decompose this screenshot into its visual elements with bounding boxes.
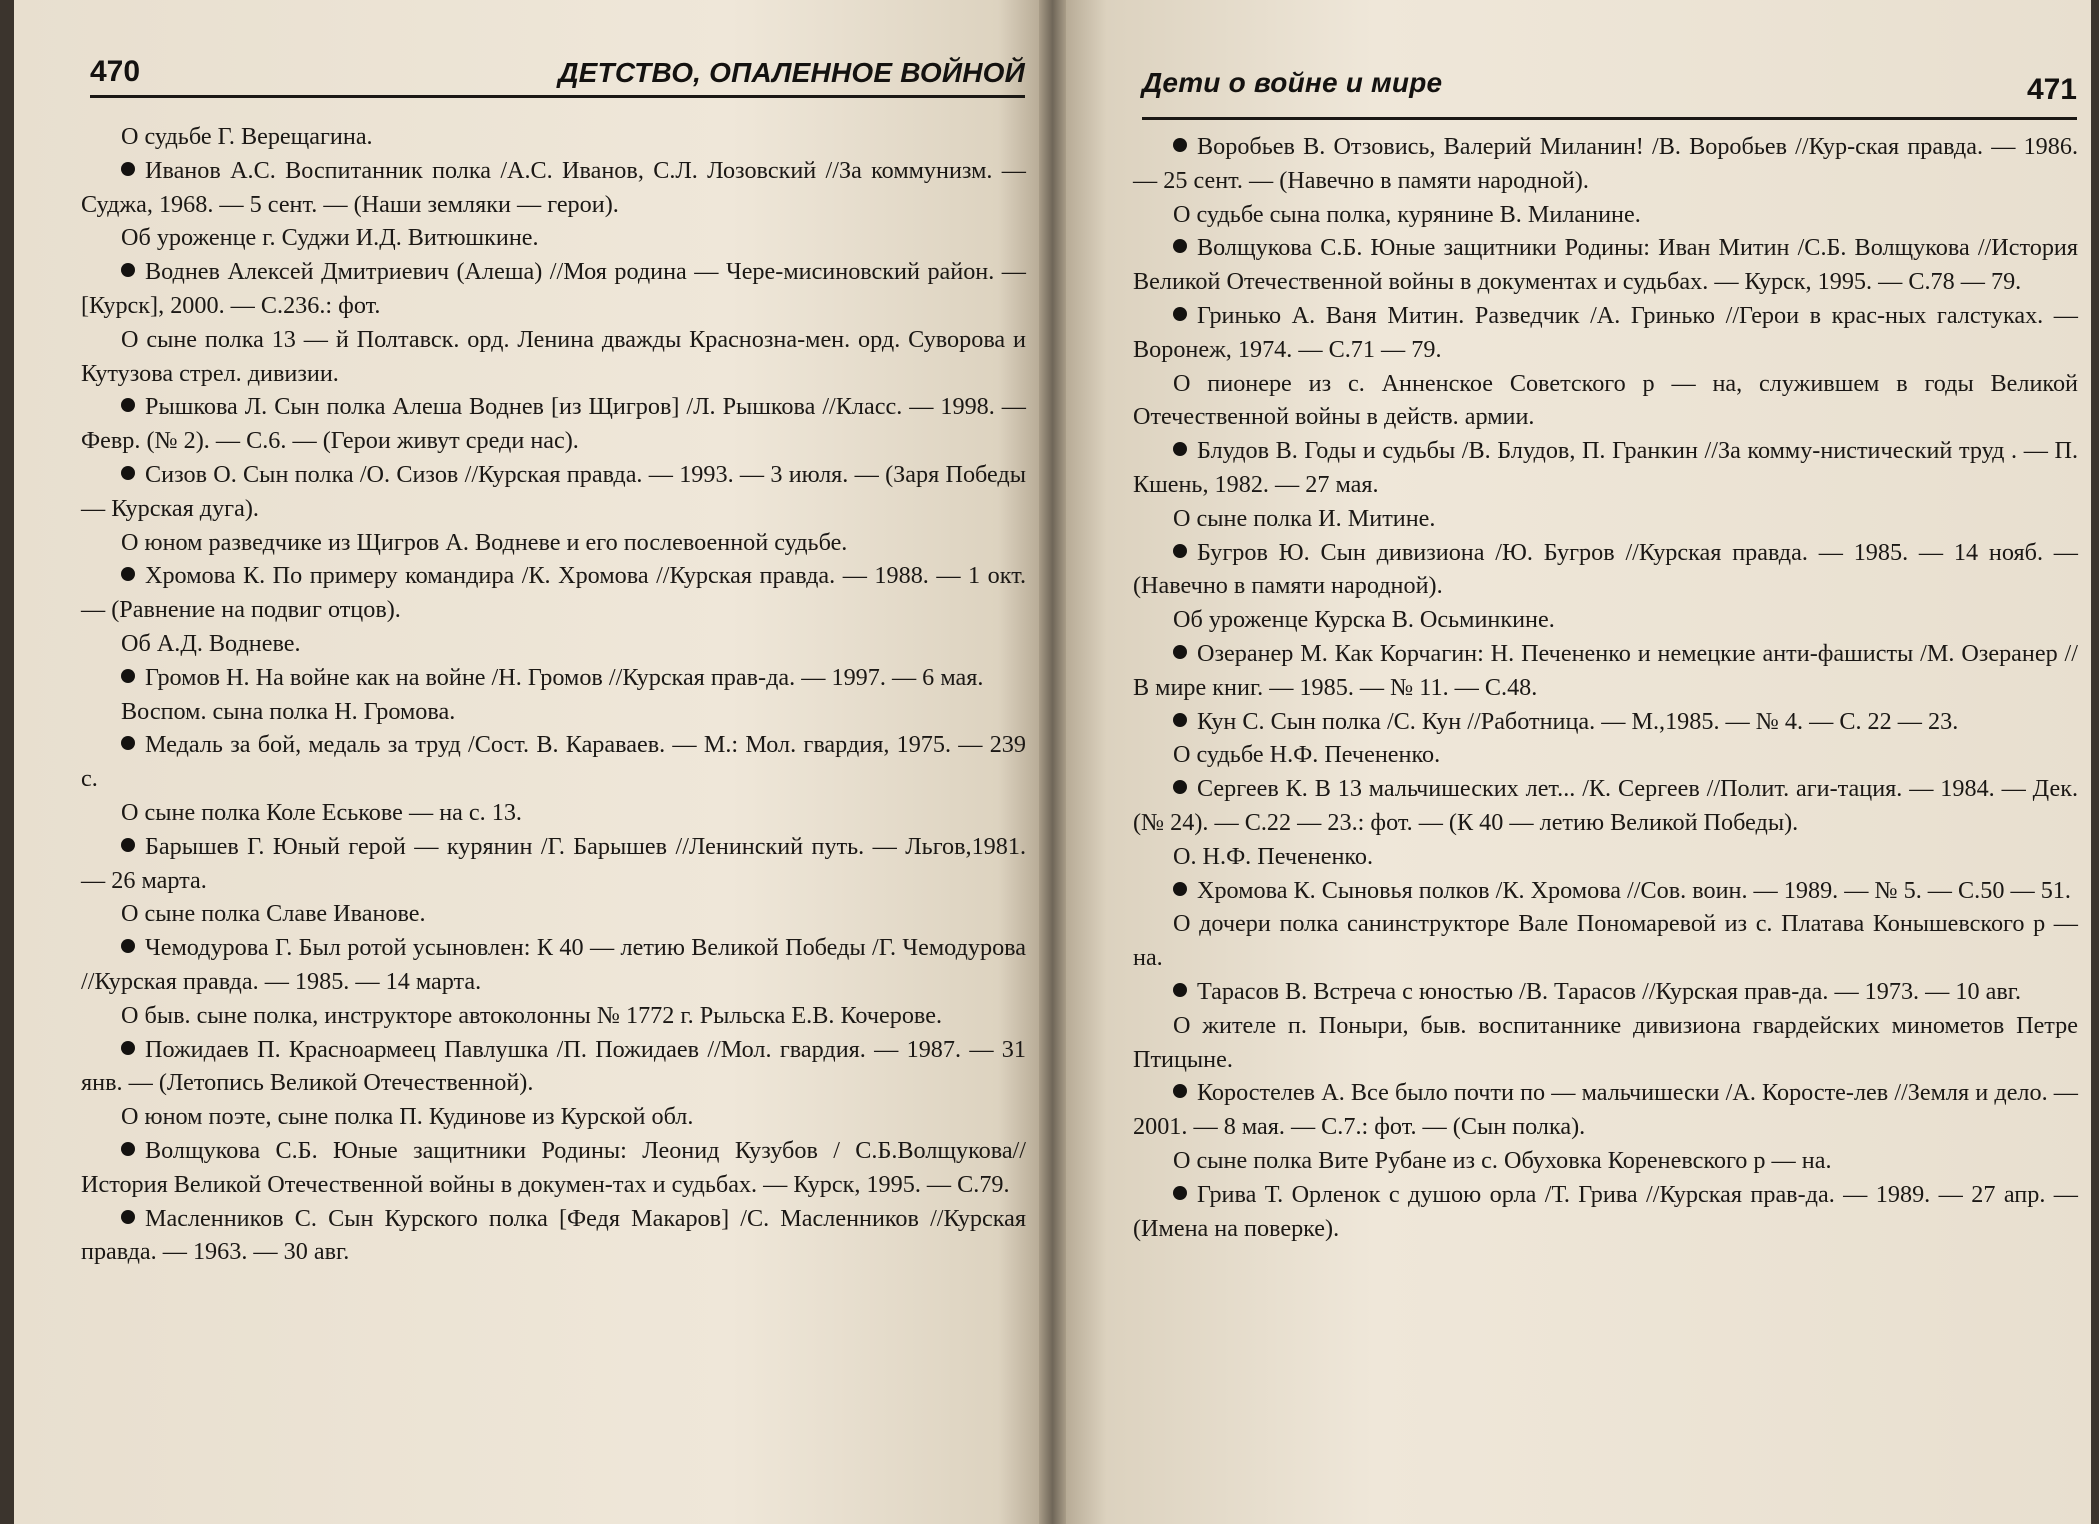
page-number: 471 — [2026, 73, 2077, 106]
annotation: Об А.Д. Водневе. — [121, 629, 301, 657]
bibliography-entry: Бугров Ю. Сын дивизиона /Ю. Бугров //Курская правда. — 1985. — 14 нояб. — (Навечно в памяти народной). — [1133, 538, 2078, 600]
bullet-icon — [1173, 882, 1187, 896]
bullet-icon — [1173, 645, 1187, 659]
bullet-icon — [1173, 713, 1187, 727]
bibliography-entry: Коростелев А. Все было почти по — мальчишески /А. Коросте‑лев //Земля и дело. — 2001. — 8 мая. — С.7.: фот. — (Сын полка). — [1133, 1079, 2078, 1141]
annotation: О судьбе Г. Верещагина. — [121, 123, 373, 150]
bullet-icon — [1173, 780, 1187, 794]
annotation: О сыне полка Вите Рубане из с. Обуховка Кореневского р — на. — [1173, 1146, 1832, 1174]
right-page-body — [1133, 130, 2078, 1245]
bibliography-entry: Громов Н. На войне как на войне /Н. Громов //Курская прав‑да. — 1997. — 6 мая. — [81, 661, 1026, 695]
annotation: Об уроженце г. Суджи И.Д. Витюшкине. — [121, 224, 539, 252]
annotation: О юном разведчике из Щигров А. Водневе и его послевоенной судьбе. — [121, 528, 848, 556]
annotation: О быв. сыне полка, инструкторе автоколонны № 1772 г. Рыльска Е.В. Кочерове. — [121, 1001, 942, 1029]
annotation: О юном поэте, сыне полка П. Кудинове из Курской обл. — [121, 1103, 694, 1131]
running-title: Дети о войне и мире — [1142, 67, 1443, 98]
bullet-icon — [1173, 307, 1187, 321]
annotation: О жителе п. Поныри, быв. воспитаннике дивизиона гвардейских минометов Петре Птицыне. — [1133, 1011, 2078, 1073]
bibliography-entry: Озеранер М. Как Корчагин: Н. Печененко и немецкие анти‑фашисты /М. Озеранер //В мире книг. — 1985. — № 11. — С.48. — [1133, 639, 2078, 701]
bibliography-entry: Хромова К. Сыновья полков /К. Хромова //Сов. воин. — 1989. — № 5. — С.50 — 51. — [1133, 874, 2078, 908]
bullet-icon — [121, 736, 135, 750]
bibliography-entry: Чемодурова Г. Был ротой усыновлен: К 40 — летию Великой Победы /Г. Чемодурова //Курская правда. — 1985. — 14 марта. — [81, 934, 1026, 995]
left-page-body — [81, 120, 1026, 1269]
annotation: О. Н.Ф. Печененко. — [1173, 842, 1374, 870]
bullet-icon — [1173, 544, 1187, 558]
bibliography-entry: Масленников С. Сын Курского полка [Федя Макаров] /С. Масленников //Курская правда. — 1963. — 30 авг. — [81, 1204, 1026, 1266]
book-gutter — [1039, 0, 1066, 1524]
annotation: Об уроженце Курска В. Осьминкине. — [1173, 606, 1555, 634]
annotation: Воспом. сына полка Н. Громова. — [121, 697, 456, 725]
bibliography-entry: Пожидаев П. Красноармеец Павлушка /П. Пожидаев //Мол. гвардия. — 1987. — 31 янв. — (Летопись Великой Отечественной). — [81, 1035, 1026, 1097]
left-page — [14, 0, 1039, 1524]
annotation: О сыне полка 13 — й Полтавск. орд. Ленина дважды Краснозна‑мен. орд. Суворова и Кутузова стрел. дивизии. — [81, 325, 1026, 387]
bibliography-entry: Хромова К. По примеру командира /К. Хромова //Курская правда. — 1988. — 1 окт. — (Равнение на подвиг отцов). — [81, 562, 1026, 624]
book-edge-right — [2091, 0, 2099, 1524]
bibliography-entry: Медаль за бой, медаль за труд /Сост. В. Караваев. — М.: Мол. гвардия, 1975. — 239 с. — [81, 731, 1026, 793]
bibliography-entry: Блудов В. Годы и судьбы /В. Блудов, П. Гранкин //За комму‑нистический труд . — П. Кшень, 1982. — 27 мая. — [1133, 437, 2078, 498]
bibliography-entry: Рышкова Л. Сын полка Алеша Воднев [из Щигров] /Л. Рышкова //Класс. — 1998. — Февр. (№ 2). — С.6. — (Герои живут среди нас). — [81, 393, 1026, 455]
page-number: 470 — [90, 55, 141, 88]
bibliography-entry: Воробьев В. Отзовись, Валерий Миланин! /В. Воробьев //Кур‑ская правда. — 1986. — 25 сент. — (Навечно в памяти народной). — [1133, 133, 2078, 194]
bullet-icon — [1173, 442, 1187, 456]
right-page-header — [1142, 62, 2077, 120]
bullet-icon — [121, 162, 135, 176]
bullet-icon — [121, 567, 135, 581]
bibliography-entry: Иванов А.С. Воспитанник полка /А.С. Иванов, С.Л. Лозовский //За коммунизм. — Суджа, 1968. — 5 сент. — (Наши земляки — герои). — [81, 156, 1026, 218]
annotation: О сыне полка Славе Иванове. — [121, 900, 426, 928]
bibliography-entry: Гринько А. Ваня Митин. Разведчик /А. Гринько //Герои в крас‑ных галстуках. — Воронеж, 1974. — С.71 — 79. — [1133, 301, 2078, 363]
bullet-icon — [121, 263, 135, 277]
bullet-icon — [121, 1210, 135, 1224]
bibliography-entry: Волщукова С.Б. Юные защитники Родины: Леонид Кузубов / С.Б.Волщукова//История Великой Отечественной войны в докумен‑тах и судьбах. — Курск, 1995. — С.79. — [81, 1136, 1026, 1198]
book-edge-left — [0, 0, 14, 1524]
bullet-icon — [121, 838, 135, 852]
bibliography-entry: Воднев Алексей Дмитриевич (Алеша) //Моя родина — Чере‑мисиновский район. — [Курск], 2000. — С.236.: фот. — [81, 258, 1026, 319]
annotation: О пионере из с. Анненское Советского р — на, служившем в годы Великой Отечественной войны в действ. армии. — [1133, 369, 2078, 431]
annotation: О судьбе сына полка, курянине В. Миланине. — [1173, 200, 1641, 228]
bullet-icon — [121, 1041, 135, 1055]
bullet-icon — [121, 1142, 135, 1156]
bibliography-entry: Тарасов В. Встреча с юностью /В. Тарасов //Курская прав‑да. — 1973. — 10 авг. — [1133, 975, 2078, 1009]
annotation: О сыне полка И. Митине. — [1173, 504, 1436, 532]
right-page — [1066, 0, 2091, 1524]
bullet-icon — [1173, 138, 1187, 152]
bullet-icon — [121, 466, 135, 480]
bibliography-entry: Грива Т. Орленок с душою орла /Т. Грива //Курская прав‑да. — 1989. — 27 апр. — (Имена на поверке). — [1133, 1180, 2078, 1242]
bullet-icon — [1173, 239, 1187, 253]
bullet-icon — [1173, 1084, 1187, 1098]
bullet-icon — [1173, 1186, 1187, 1200]
bibliography-entry: Волщукова С.Б. Юные защитники Родины: Иван Митин /С.Б. Волщукова //История Великой Отечественной войны в документах и судьбах. — Курск, 1995. — С.78 — 79. — [1133, 234, 2078, 296]
bibliography-entry: Кун С. Сын полка /С. Кун //Работница. — М.,1985. — № 4. — С. 22 — 23. — [1133, 705, 2078, 739]
bibliography-entry: Сизов О. Сын полка /О. Сизов //Курская правда. — 1993. — 3 июля. — (Заря Победы — Курская дуга). — [81, 460, 1026, 522]
bullet-icon — [121, 939, 135, 953]
bibliography-entry: Сергеев К. В 13 мальчишеских лет... /К. Сергеев //Полит. аги‑тация. — 1984. — Дек.(№ 24). — С.22 — 23.: фот. — (К 40 — летию Великой Победы). — [1133, 775, 2078, 836]
left-page-header — [90, 52, 1025, 98]
annotation: О дочери полка санинструкторе Вале Пономаревой из с. Платава Конышевского р — на. — [1133, 910, 2078, 972]
bullet-icon — [1173, 983, 1187, 997]
bibliography-entry: Барышев Г. Юный герой — курянин /Г. Барышев //Ленинский путь. — Льгов,1981. — 26 марта. — [81, 832, 1026, 894]
annotation: О сыне полка Коле Еськове — на с. 13. — [121, 798, 522, 826]
bullet-icon — [121, 398, 135, 412]
running-title: ДЕТСТВО, ОПАЛЕННОЕ ВОЙНОЙ — [558, 57, 1025, 88]
annotation: О судьбе Н.Ф. Печененко. — [1173, 741, 1441, 769]
bullet-icon — [121, 669, 135, 683]
